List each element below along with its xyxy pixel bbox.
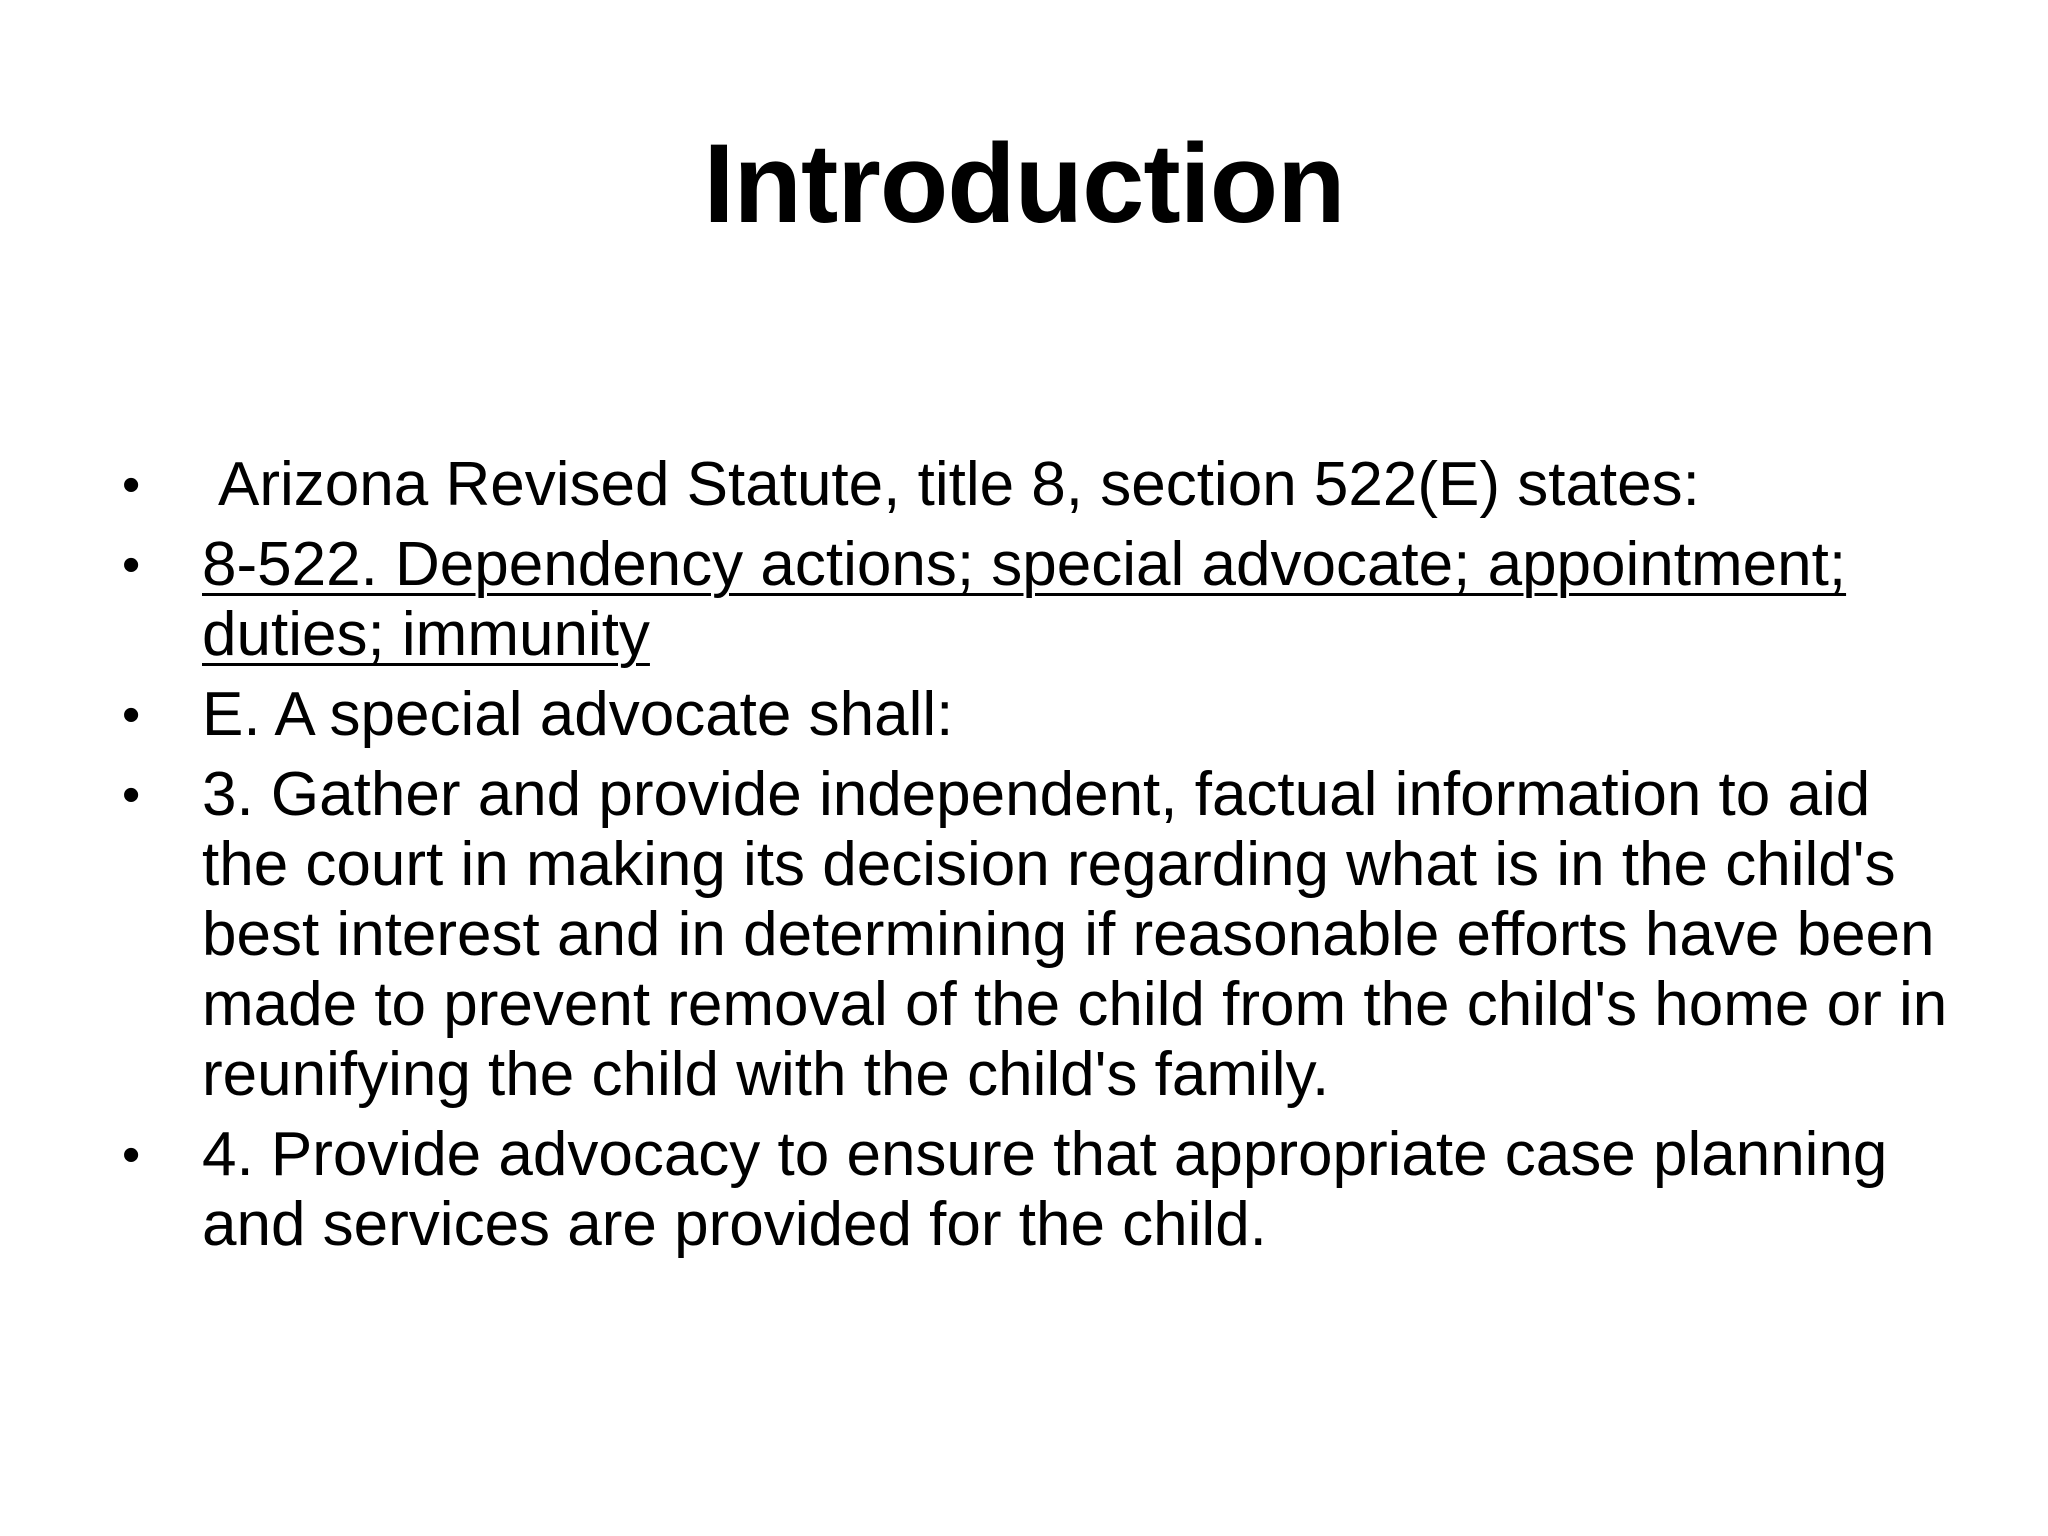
bullet-icon: • bbox=[122, 1126, 141, 1184]
slide-title: Introduction bbox=[703, 121, 1345, 246]
bullet-text-underlined: 8-522. Dependency actions; special advocate; appointment; duties; immunity bbox=[202, 530, 1847, 669]
bullet-icon: • bbox=[122, 536, 141, 594]
bullet-item-duty-3 bbox=[122, 760, 1962, 1110]
bullet-list bbox=[122, 450, 1962, 1270]
bullet-text: 4. Provide advocacy to ensure that appropriate case planning and services are provided for the child. bbox=[202, 1120, 1888, 1259]
bullet-item-statute-intro bbox=[122, 450, 1962, 520]
bullet-icon: • bbox=[122, 686, 141, 744]
bullet-item-duty-4 bbox=[122, 1120, 1962, 1260]
bullet-item-advocate-shall bbox=[122, 680, 1962, 750]
bullet-text: Arizona Revised Statute, title 8, section 522(E) states: bbox=[218, 450, 1700, 519]
bullet-icon: • bbox=[122, 456, 141, 514]
bullet-item-section-heading bbox=[122, 530, 1962, 670]
bullet-icon: • bbox=[122, 766, 141, 824]
bullet-text: E. A special advocate shall: bbox=[202, 680, 954, 749]
bullet-text: 3. Gather and provide independent, factual information to aid the court in making its decision regarding what is in the child's best interest and in determining if reasonable efforts have been made to prevent removal of the child from the child's home or in reunifying the child with the child's family. bbox=[202, 760, 1948, 1109]
